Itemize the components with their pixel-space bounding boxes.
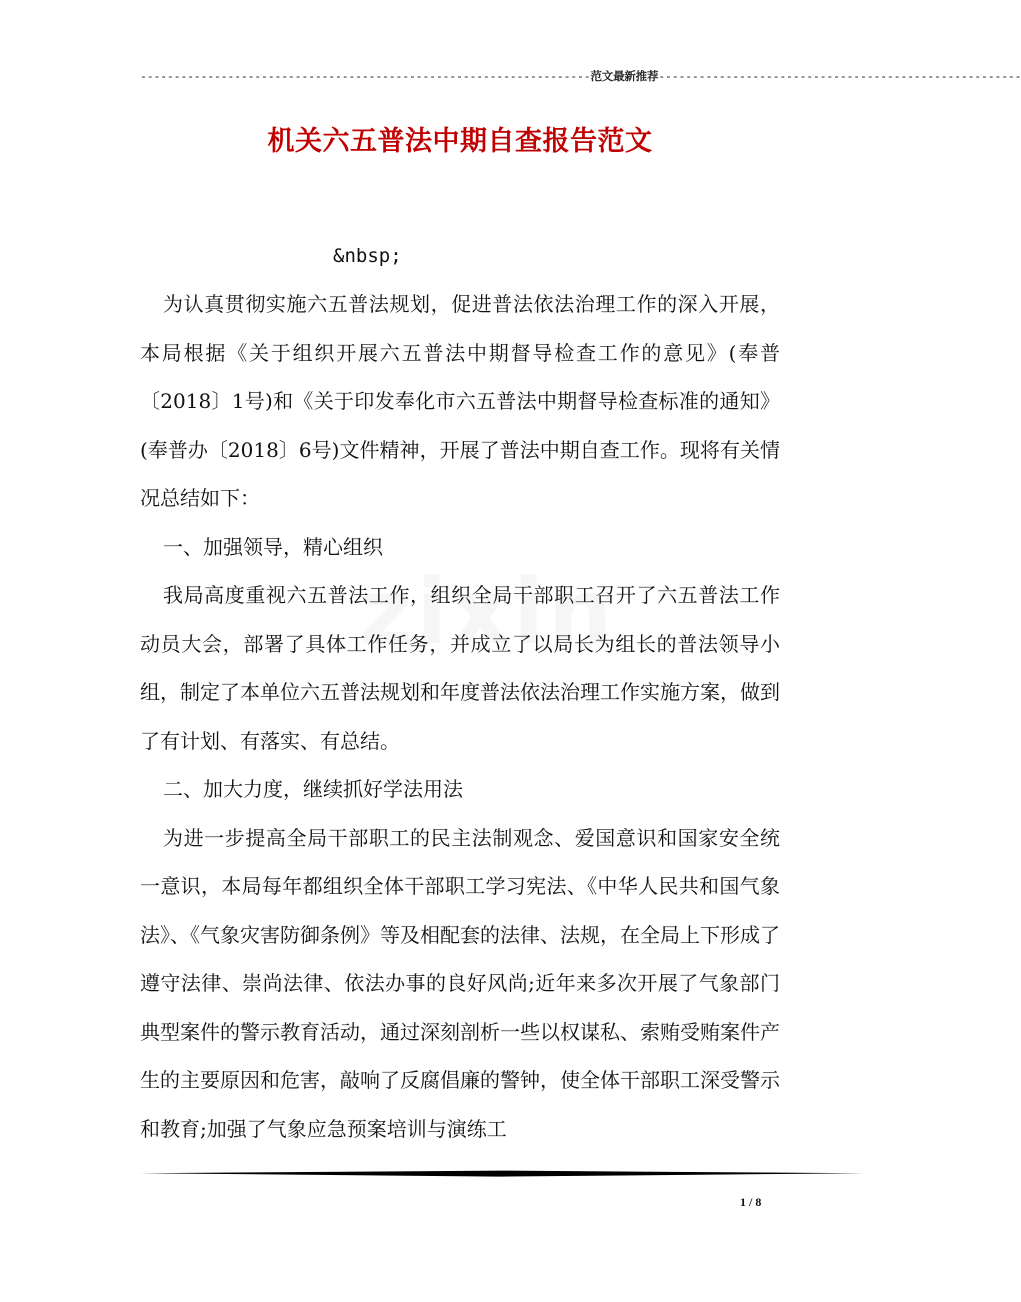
header-right-dashes: ------------------------------------------------------ (658, 69, 1021, 83)
paragraph-intro: 为认真贯彻实施六五普法规划，促进普法依法治理工作的深入开展，本局根据《关于组织开展六五普法中期督导检查工作的意见》(奉普〔2018〕1号)和《关于印发奉化市六五普法中期督导检查标准的通知》(奉普办〔2018〕6号)文件精神，开展了普法中期自查工作。现将有关情况总结如下： (140, 292, 780, 510)
header-left-dashes: ------------------------------------------------------------------- (140, 69, 591, 83)
nbsp-text: &nbsp; (333, 245, 402, 267)
paragraph-section-2: 为进一步提高全局干部职工的民主法制观念、爱国意识和国家安全统一意识，本局每年都组织全体干部职工学习宪法、《中华人民共和国气象法》、《气象灾害防御条例》等及相配套的法律、法规，在全局上下形成了遵守法律、崇尚法律、依法办事的良好风尚;近年来多次开展了气象部门典型案件的警示教育活动，通过深刻剖析一些以权谋私、索贿受贿案件产生的主要原因和危害，敲响了反腐倡廉的警钟，使全体干部职工深受警示和教育;加强了气象应急预案培训与演练工 (140, 825, 780, 1141)
page-number: 1 / 8 (740, 1195, 762, 1209)
document-body (140, 280, 780, 1153)
page-header (140, 68, 1021, 84)
section-heading-1: 一、加强领导，精心组织 (163, 534, 383, 559)
header-label: 范文最新推荐 (590, 69, 659, 83)
paragraph-section-1: 我局高度重视六五普法工作，组织全局干部职工召开了六五普法工作动员大会，部署了具体工作任务，并成立了以局长为组长的普法领导小组，制定了本单位六五普法规划和年度普法依法治理工作实施方案，做到了有计划、有落实、有总结。 (140, 583, 780, 753)
document-title: 机关六五普法中期自查报告范文 (267, 126, 653, 157)
footer-rule (140, 1168, 864, 1180)
section-heading-2: 二、加大力度，继续抓好学法用法 (163, 777, 463, 801)
